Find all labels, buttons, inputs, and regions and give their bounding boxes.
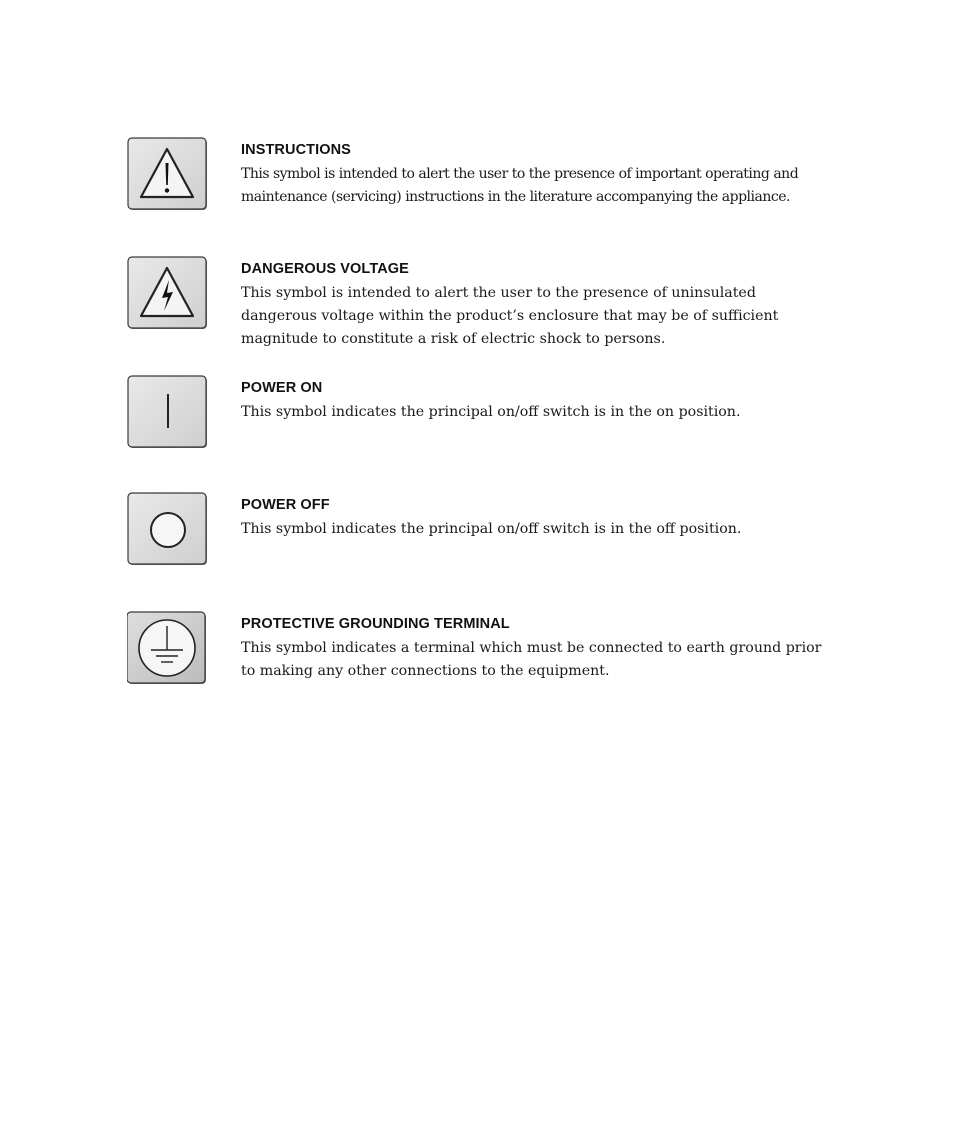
entry-title: POWER ON (241, 380, 323, 396)
power-off-icon (127, 492, 207, 566)
entry-title: POWER OFF (241, 497, 330, 513)
power-on-icon (127, 375, 207, 449)
entry-description: This symbol indicates the principal on/off switch is in the off position. (241, 521, 742, 537)
entry-title: INSTRUCTIONS (241, 142, 351, 158)
entry-description: This symbol indicates a terminal which must be connected to earth ground prior to making any other connections to the equipment. (241, 640, 822, 679)
warning-triangle-icon (127, 137, 207, 211)
entry-description: This symbol is intended to alert the user to the presence of important operating and maintenance (servicing) instructions in the literature accompanying the appliance. (241, 166, 799, 205)
dangerous-voltage-icon (127, 256, 207, 330)
entry-title: DANGEROUS VOLTAGE (241, 261, 409, 277)
protective-ground-icon (127, 611, 207, 685)
entry-description: This symbol is intended to alert the user to the presence of uninsulated dangerous voltage within the product’s enclosure that may be of sufficient magnitude to constitute a risk of electric shock to persons. (241, 285, 779, 347)
entry-description: This symbol indicates the principal on/off switch is in the on position. (241, 404, 741, 420)
entry-title: PROTECTIVE GROUNDING TERMINAL (241, 616, 510, 632)
